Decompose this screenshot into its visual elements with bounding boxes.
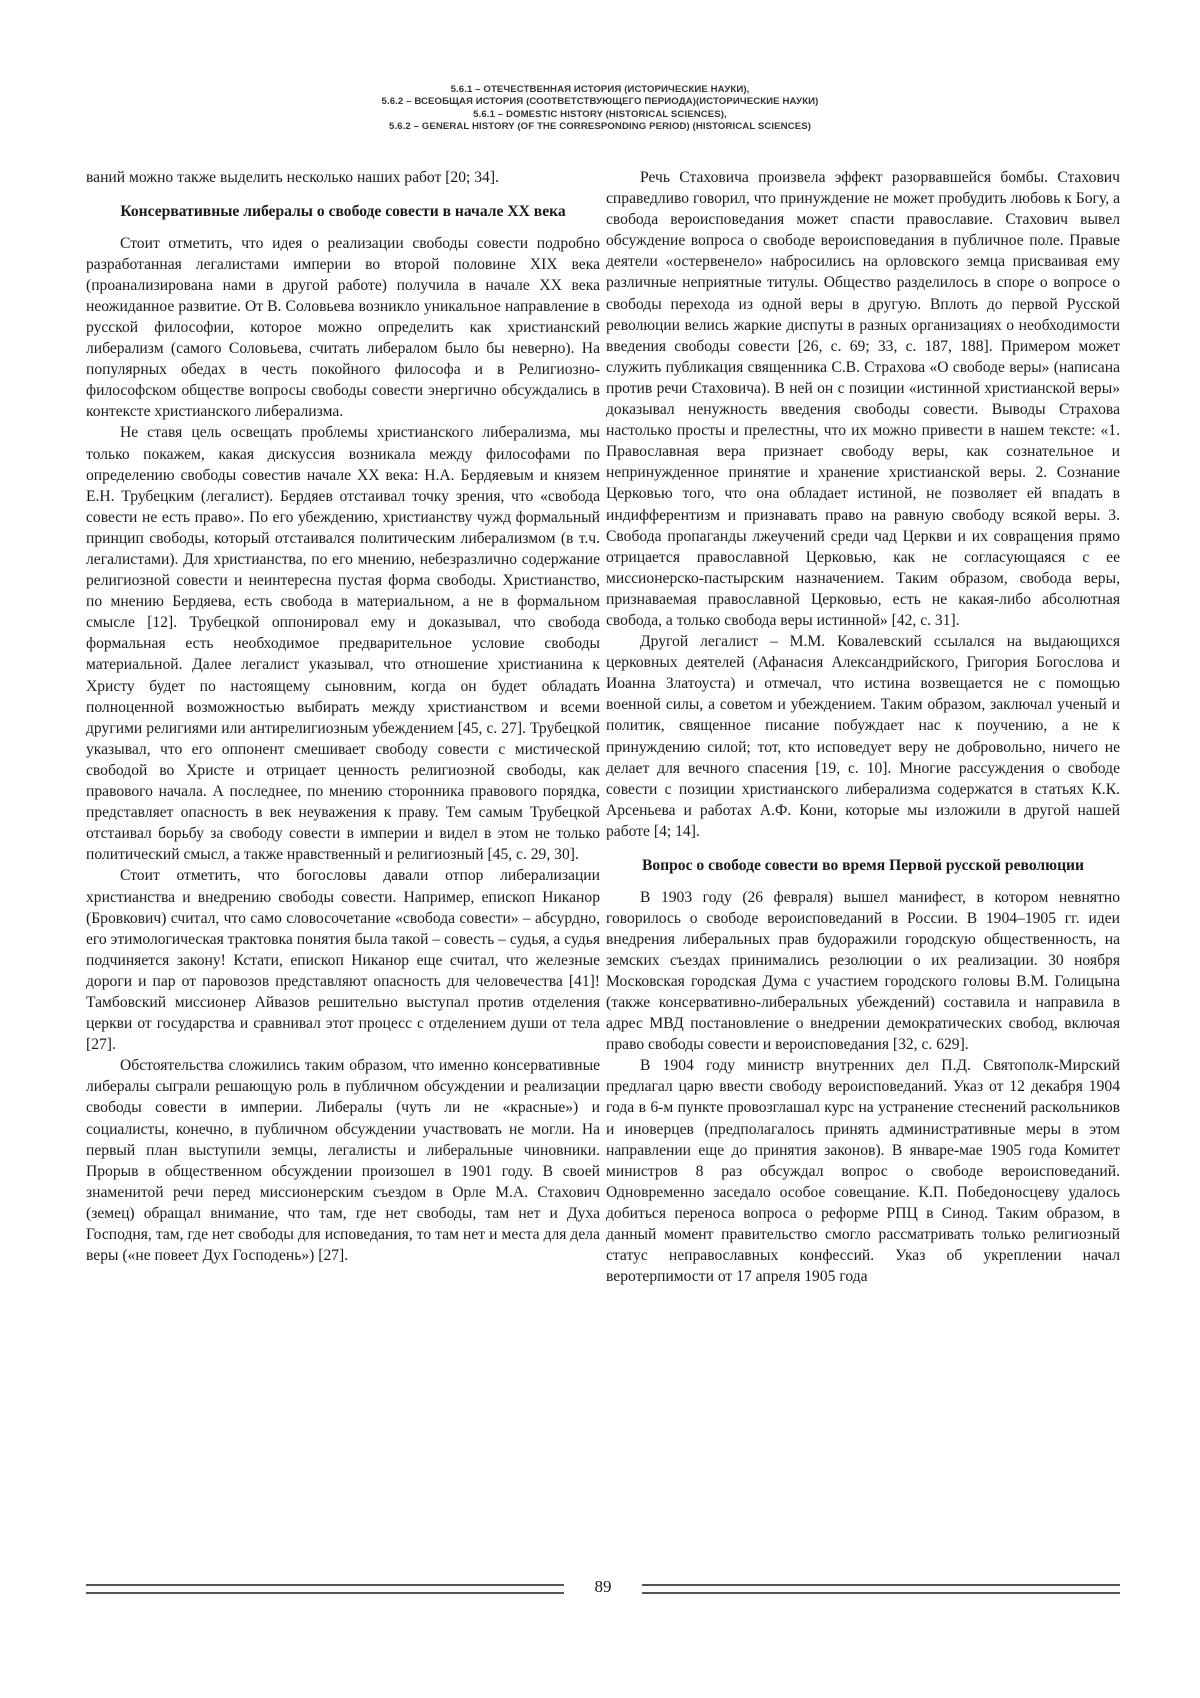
paragraph: Не ставя цель освещать проблемы христианского либерализма, мы только покажем, какая дискуссия возникала между философами по определению свободы совестив начале XX века: Н.А. Бердяевым и князем Е.Н. Трубецким (легалист). Бердяев отстаивал точку зрения, что «свобода совести не есть право». По его убеждению, христианству чужд формальный принцип свободы, который отстаивался политическим либерализмом (в т.ч. легалистами). Для христианства, по его мнению, небезразлично содержание религиозной совести и неинтересна пустая форма свободы. Христианство, по мнению Бердяева, есть свобода в материальном, а не в формальном смысле [12]. Трубецкой оппонировал ему и доказывал, что свобода формальная есть необходимое предварительное условие свободы материальной. Далее легалист указывал, что отношение христианина к Христу будет по настоящему сыновним, когда он будет обладать полноценной возможностью выбирать между христианством и всеми другими религиями или антирелигиозным убеждением [45, с. 27]. Трубецкой указывал, что его оппонент смешивает свободу совести с мистической свободой во Христе и отрицает ценность религиозной свободы, как правового начала. А последнее, по мнению сторонника правового порядка, представляет опасность в век неуважения к праву. Тем самым Трубецкой отстаивал борьбу за свободу совести в империи и видел в этом не только политический смысл, а также нравственный и религиозный [45, с. 29, 30]. [86, 424, 600, 864]
paragraph: Другой легалист – М.М. Ковалевский ссылался на выдающихся церковных деятелей (Афанасия Александрийского, Григория Богослова и Иоанна Златоуста) и отмечал, что истина возвещается не с помощью военной силы, а советом и убеждением. Таким образом, заключал ученый и политик, священное писание побуждает нас к поучению, а не к принуждению силой; тот, кто исповедует веру не добровольно, ничего не делает для вечного спасения [19, с. 10]. Многие рассуждения о свободе совести с позиции христианского либерализма содержатся в статьях К.К. Арсеньева и работах А.Ф. Кони, которые мы изложили в другой нашей работе [4; 14]. [606, 633, 1120, 840]
footer-rule-right [642, 1584, 1120, 1594]
paragraph: Стоит отметить, что идея о реализации свободы совести подробно разработанная легалистами империи во второй половине XIX века (проанализирована нами в другой работе) получила в начале XX века неожиданное развитие. От В. Соловьева возникло уникальное направление в русской философии, которое можно определить как христианский либерализм (самого Соловьева, считать либералом было бы неверно). На популярных обедах в честь покойного философа и в Религиозно-философском обществе вопросы свободы совести энергично обсуждались в контексте христианского либерализма. [86, 234, 600, 421]
right-column [606, 167, 1120, 1287]
header-line-4: 5.6.2 – GENERAL HISTORY (OF THE CORRESPONDING PERIOD) (HISTORICAL SCIENCES) [388, 121, 812, 133]
header-line-1: 5.6.1 – ОТЕЧЕСТВЕННАЯ ИСТОРИЯ (ИСТОРИЧЕСКИЕ НАУКИ), [450, 84, 750, 95]
footer-rule-left [86, 1584, 564, 1594]
paragraph-continued: ваний можно также выделить несколько наших работ [20; 34]. [86, 169, 499, 186]
paragraph: В 1904 году министр внутренних дел П.Д. Святополк-Мирский предлагал царю ввести свободу вероисповеданий. Указ от 12 декабря 1904 года в 6-м пункте провозглашал курс на устранение стеснений раскольников и иноверцев (предполагалось принять административные меры в этом направлении еще до принятия законов). В январе-мае 1905 года Комитет министров 8 раз обсуждал вопрос о свободе вероисповеданий. Одновременно заседало особое совещание. К.П. Победоносцеву удалось добиться переноса вопроса о реформе РПЦ в Синод. Таким образом, в данный момент правительство смогло рассматривать только религиозный статус неправославных конфессий. Указ об укреплении начал веротерпимости от 17 апреля 1905 года [606, 1057, 1120, 1286]
running-header [0, 84, 1200, 134]
page-number: 89 [594, 1577, 612, 1596]
paragraph: Речь Стаховича произвела эффект разорвавшейся бомбы. Стахович справедливо говорил, что принуждение не может пробудить любовь к Богу, а свобода вероисповедания может спасти православие. Стахович вывел обсуждение вопроса о свободе вероисповедания в публичное поле. Правые деятели «остервенело» набросились на орловского земца присваивая ему различные неприятные титулы. Общество разделилось в споре о вопросе о свободы перехода из одной веры в другую. Вплоть до первой Русской революции велись жаркие диспуты в разных организациях о необходимости введения свободы совести [26, с. 69; 33, с. 187, 188]. Примером может служить публикация священника С.В. Страхова «О свободе веры» (написана против речи Стаховича). В ней он с позиции «истинной христианской веры» доказывал ненужность введения свободы совести. Выводы Страхова настолько просты и прелестны, что их можно привести в нашем тексте: «1. Православная вера признает свободу веры, как сознательное и непринужденное принятие и хранение христианской веры. 2. Сознание Церковью того, что она обладает истиной, не позволяет ей впадать в индифферентизм и признавать право на равную свободу всякой веры. 3. Свобода пропаганды лжеучений среди чад Церкви и их совращения прямо отрицается православной Церковью, как не согласующаяся с ее миссионерско-пастырским назначением. Таким образом, свобода веры, признаваемая православной Церковью, есть не какая-либо абсолютная свобода, а только свобода веры истинной» [42, с. 31]. [606, 169, 1120, 629]
paragraph: В 1903 году (26 февраля) вышел манифест, в котором невнятно говорилось о свободе вероисповеданий в России. В 1904–1905 гг. идеи внедрения либеральных прав будоражили городскую общественность, на земских съездах принимались резолюции о их реализации. 30 ноября Московская городская Дума с участием городского головы В.М. Голицына (также консервативно-либеральных убеждений) составила и направила в адрес МВД постановление о внедрении демократических свобод, включая право свободы совести и вероисповедания [32, с. 629]. [606, 888, 1120, 1054]
header-line-3: 5.6.1 – DOMESTIC HISTORY (HISTORICAL SCIENCES), [473, 108, 727, 120]
paragraph: Стоит отметить, что богословы давали отпор либерализации христианства и внедрению свободы совести. Например, епископ Никанор (Бровкович) считал, что само словосочетание «свобода совести» – абсурдно, его этимологическая трактовка понятия была такой – совесть – судья, а судья подчиняется закону! Кстати, епископ Никанор еще считал, что железные дороги и пар от паровозов представляют опасность для человечества [41]! Тамбовский миссионер Айвазов решительно выступал против отделения церкви от государства и сравнивал этот процесс с отделением души от тела [27]. [86, 867, 600, 1054]
page-footer [86, 1575, 1120, 1599]
section-heading-first-revolution: Вопрос о свободе совести во время Первой русской революции [641, 857, 1085, 874]
header-line-2: 5.6.2 – ВСЕОБЩАЯ ИСТОРИЯ (СООТВЕТСТВУЮЩЕГО ПЕРИОДА)(ИСТОРИЧЕСКИЕ НАУКИ) [381, 96, 819, 108]
paragraph: Обстоятельства сложились таким образом, что именно консервативные либералы сыграли решающую роль в публичном обсуждении и реализации свободы совести в империи. Либералы (чуть ли не «красные») и социалисты, конечно, в публичном обсуждении участвовать не могли. На первый план выступили земцы, легалисты и либеральные чиновники. Прорыв в общественном обсуждении произошел в 1901 году. В своей знаменитой речи перед миссионерским съездом в Орле М.А. Стахович (земец) обращал внимание, что там, где нет свободы, там нет и Духа Господня, там, где нет свободы для исповедания, то там нет и места для дела веры («не повеет Дух Господень») [27]. [86, 1057, 600, 1265]
left-column [86, 167, 600, 1266]
section-heading-conservative-liberals: Консервативные либералы о свободе совести в начале ХХ века [120, 203, 566, 221]
